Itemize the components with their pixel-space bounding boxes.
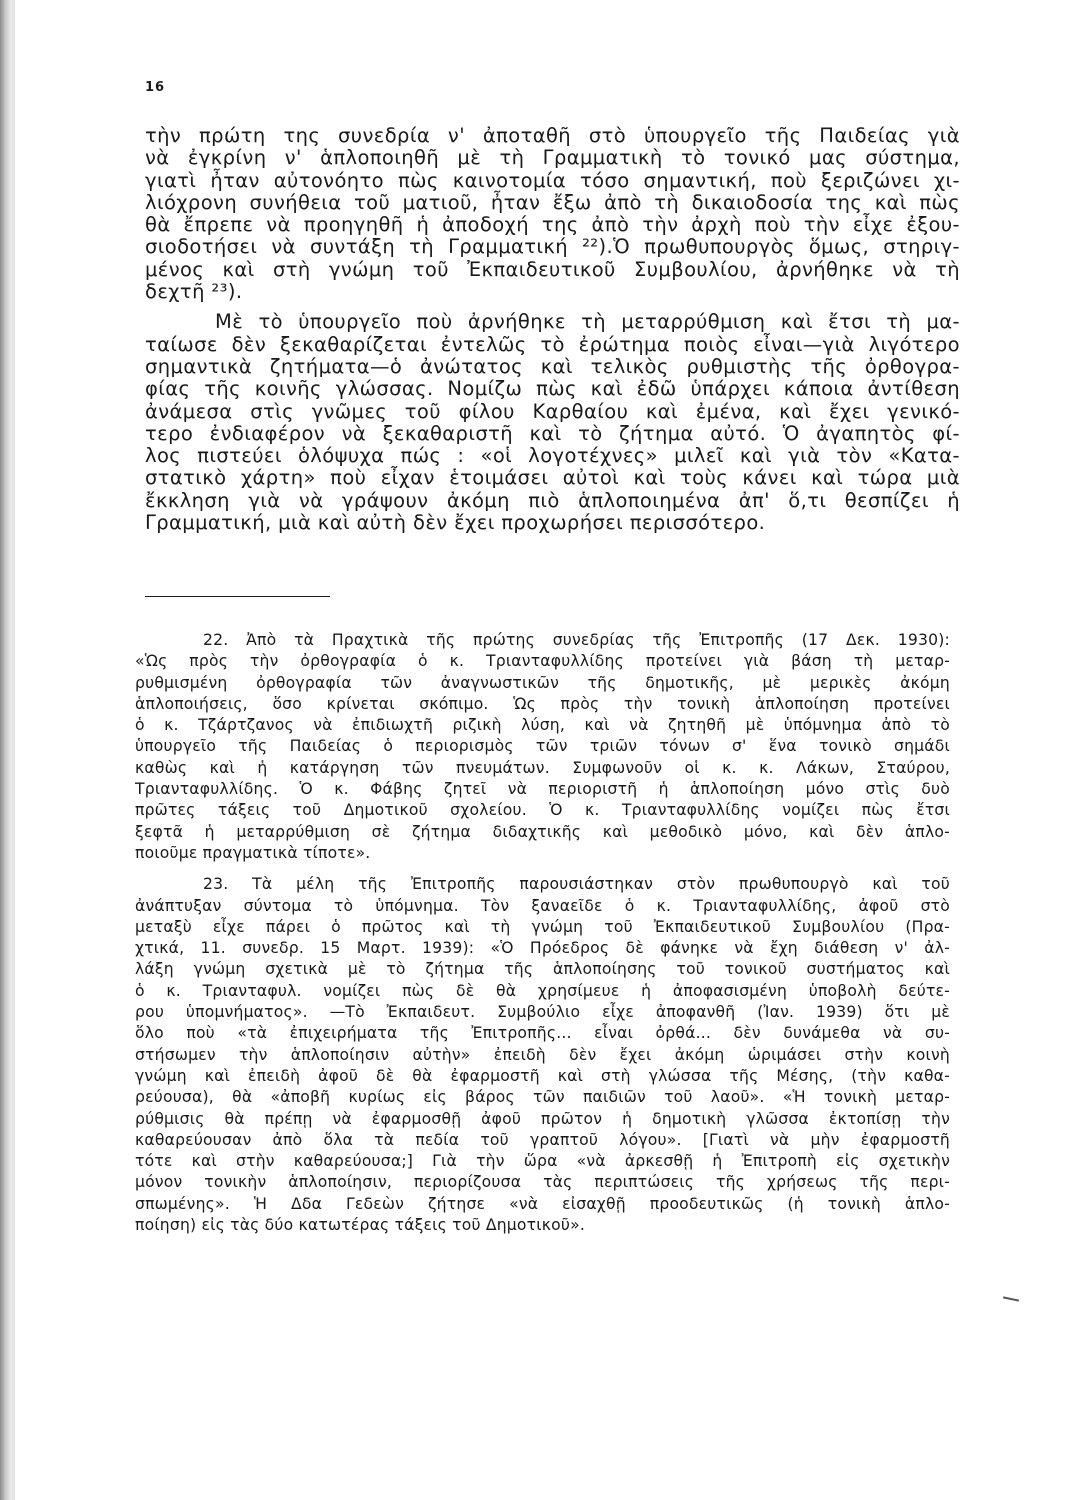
text-line: λιόχρονη συνήθεια τοῦ ματιοῦ, ἦταν ἔξω ἀπὸ τὴ δικαιοδοσία της καὶ πὼς [145,190,960,214]
footnote-line: ρεύουσα), θὰ «ἀποβῆ κυρίως εἰς βάρος τῶν παιδιῶν τοῦ λαοῦ». «Ἡ τονικὴ μεταρ- [135,1088,950,1107]
footnote-line: στήσωμεν τὴν ἁπλοποίησιν αὐτὴν» ἐπειδὴ δὲν ἔχει ἀκόμη ὡριμάσει στὴν κοινὴ [135,1045,950,1064]
text-line: θὰ ἔπρεπε νὰ προηγηθῆ ἡ ἀποδοχή της ἀπὸ τὴν ἀρχὴ ποὺ τὴν εἶχε ἐξου- [145,213,960,237]
footnote-line: ρυθμισμένη ὀρθογραφία τῶν ἀναγνωστικῶν τῆς δημοτικῆς, μὲ μερικὲς ἀκόμη [135,673,950,692]
footnote-line: ἀνάπτυξαν σύντομα τὸ ὑπόμνημα. Τὸν ξαναεῖδε ὁ κ. Τριανταφυλλίδης, ἀφοῦ στὸ [135,896,950,915]
footnote-line: καθὼς καὶ ἡ κατάργηση τῶν πνευμάτων. Συμφωνοῦν οἱ κ. κ. Λάκων, Σταύρου, [135,758,950,777]
text-line: τερο ἐνδιαφέρον νὰ ξεκαθαριστῆ καὶ τὸ ζήτημα αὐτό. Ὁ ἀγαπητὸς φί- [145,421,960,445]
footnote-line: 22. Ἀπὸ τὰ Πραχτικὰ τῆς πρώτης συνεδρίας τῆς Ἐπιτροπῆς (17 Δεκ. 1930): [203,631,950,649]
footnote-line: σπωμένης». Ἡ Δδα Γεδεὼν ζήτησε «νὰ εἰσαχθῇ προοδευτικῶς (ἡ τονικὴ ἁπλο- [135,1194,950,1213]
footnote-line: ἁπλοποιήσεις, ὅσο κρίνεται σκόπιμο. Ὡς πρὸς τὴν τονικὴ ἁπλοποίηση προτείνει [135,694,950,713]
footnote-line: ρου ὑπομνήματος». —Τὸ Ἐκπαιδευτ. Συμβούλιο εἶχε ἀποφανθῆ (Ἰαν. 1939) ὅτι μὲ [135,1003,950,1022]
footnote-line: Τριανταφυλλίδης. Ὁ κ. Φάβης ζητεῖ νὰ περιοριστῆ ἡ ἁπλοποίηση μόνο στὶς δυὸ [135,780,950,799]
text-line: φίας τῆς κοινῆς γλώσσας. Νομίζω πὼς καὶ ἐδῶ ὑπάρχει κάποια ἀντίθεση [145,377,960,401]
footnote-line: ποίηση) εἰς τὰς δύο κατωτέρας τάξεις τοῦ Δημοτικοῦ». [135,1216,585,1235]
footnote-line: καθαρεύουσαν ἀπὸ ὅλα τὰ πεδία τοῦ γραπτοῦ λόγου». [Γιατὶ νὰ μὴν ἐφαρμοστῆ [135,1130,950,1149]
footnote-line: «Ὡς πρὸς τὴν ὀρθογραφία ὁ κ. Τριανταφυλλίδης προτείνει γιὰ βάση τὴ μεταρ- [135,652,950,671]
footnote-line: 23. Τὰ μέλη τῆς Ἐπιτροπῆς παρουσιάστηκαν στὸν πρωθυπουργὸ καὶ τοῦ [203,875,950,894]
main-text [145,125,960,534]
footnote-separator [145,596,330,597]
text-line: Γραμματική, μιὰ καὶ αὐτὴ δὲν ἔχει προχωρήσει περισσότερο. [145,511,766,535]
footnote-line: μόνον τονικὴν ἁπλοποίησιν, περιορίζουσα τὰς περιπτώσεις τῆς χρήσεως τῆς περι- [135,1173,950,1192]
book-binding-edge [0,0,12,1500]
text-line: νὰ ἐγκρίνη ν' ἁπλοποιηθῆ μὲ τὴ Γραμματικὴ τὸ τονικό μας σύστημα, [145,146,960,170]
footnote-line: ξεφτᾶ ἡ μεταρρύθμιση σὲ ζήτημα διδαχτικῆς καὶ μεθοδικὸ μόνο, καὶ δὲν ἁπλο- [135,822,950,841]
footnote-line: χτικά, 11. συνεδρ. 15 Μαρτ. 1939): «Ὁ Πρόεδρος δὲ φάνηκε νὰ ἔχη διάθεση ν' ἀλ- [135,939,950,958]
footnote-line: γνώμη καὶ ἐπειδὴ ἀφοῦ δὲ θὰ ἐφαρμοστῆ καὶ στὴ γλώσσα τῆς Μέσης, (τὴν καθα- [135,1066,950,1085]
text-line: ἔκκληση γιὰ νὰ γράψουν ἀκόμη πιὸ ἁπλοποιημένα ἀπ' ὅ,τι θεσπίζει ἡ [145,488,960,512]
footnote-line: λάξη γνώμη σχετικὰ μὲ τὸ ζήτημα τῆς ἁπλοποίησης τοῦ τονικοῦ συστήματος καὶ [135,960,950,979]
footnote-22 [135,630,950,864]
footnote-line: μεταξὺ εἶχε πάρει ὁ πρῶτος καὶ τὴ γνώμη τοῦ Ἐκπαιδευτικοῦ Συμβουλίου (Πρα- [135,917,950,936]
binding-shadow [12,0,15,1500]
text-line: ταίωσε δὲν ξεκαθαρίζεται ἐντελῶς τὸ ἐρώτημα ποιὸς εἶναι—γιὰ λιγότερο [145,332,960,356]
footnote-line: ρύθμισις θὰ πρέπῃ νὰ ἐφαρμοσθῇ ἀφοῦ πρῶτον ἡ δημοτικὴ γλῶσσα ἐκτοπίσῃ τὴν [135,1109,950,1128]
footnote-line: πρῶτες τάξεις τοῦ Δημοτικοῦ σχολείου. Ὁ κ. Τριανταφυλλίδης νομίζει πὼς ἔτσι [135,801,950,820]
footnote-23 [135,874,950,1236]
footnote-line: ὁ κ. Τζάρτζανος νὰ ἐπιδιωχτῆ ριζικὴ λύση, καὶ νὰ ζητηθῆ μὲ ὑπόμνημα ἀπὸ τὸ [135,716,950,735]
text-line: λος πιστεύει ὁλόψυχα πώς : «οἱ λογοτέχνες» μιλεῖ καὶ γιὰ τὸν «Κατα- [145,444,960,468]
text-line: γιατὶ ἦταν αὐτονόητο πὼς καινοτομία τόσο σημαντική, ποὺ ξεριζώνει χι- [145,168,960,192]
footnote-line: ὅλο ποὺ «τὰ ἐπιχειρήματα τῆς Ἐπιτροπῆς... εἶναι ὀρθά... δὲν δυνάμεθα νὰ συ- [135,1024,950,1043]
footnote-line: ὑπουργεῖο τῆς Παιδείας ὁ περιορισμὸς τῶν τριῶν τόνων σ' ἕνα τονικὸ σημάδι [135,737,950,756]
footnote-line: τότε καὶ στὴν καθαρεύουσα;] Γιὰ τὴν ὥρα «νὰ ἀρκεσθῇ ἡ Ἐπιτροπὴ εἰς σχετικὴν [135,1152,950,1171]
paragraph-2 [145,311,960,534]
paragraph-1 [145,125,960,303]
footnote-line: ὁ κ. Τριανταφυλ. νομίζει πὼς δὲ θὰ χρησίμευε ἡ ἀποφασισμένη ὑποβολὴ δεύτε- [135,981,950,1000]
text-line: τὴν πρώτη της συνεδρία ν' ἀποταθῆ στὸ ὑπουργεῖο τῆς Παιδείας γιὰ [145,124,960,147]
text-line: ἀνάμεσα στὶς γνῶμες τοῦ φίλου Καρθαίου καὶ ἐμένα, καὶ ἔχει γενικό- [145,399,960,423]
text-line: δεχτῆ ²³). [145,280,243,304]
footnote-line: ποιοῦμε πραγματικὰ τίποτε». [135,843,371,862]
text-line: Μὲ τὸ ὑπουργεῖο ποὺ ἀρνήθηκε τὴ μεταρρύθμιση καὶ ἔτσι τὴ μα- [215,310,960,334]
page-number: 16 [145,80,166,95]
text-line: σημαντικὰ ζητήματα—ὁ ἀνώτατος καὶ τελικὸς ρυθμιστὴς τῆς ὀρθογρα- [145,354,960,378]
margin-mark [1003,1296,1019,1301]
text-line: μένος καὶ στὴ γνώμη τοῦ Ἐκπαιδευτικοῦ Συμβουλίου, ἀρνήθηκε νὰ τὴ [145,257,960,281]
footnotes [135,630,950,1236]
text-line: σιοδοτήσει νὰ συντάξη τὴ Γραμματική ²²).Ὁ πρωθυπουργὸς ὅμως, στηριγ- [145,235,960,259]
text-line: στατικὸ χάρτη» ποὺ εἶχαν ἑτοιμάσει αὐτοὶ καὶ τοὺς κάνει καὶ τώρα μιὰ [145,466,960,490]
